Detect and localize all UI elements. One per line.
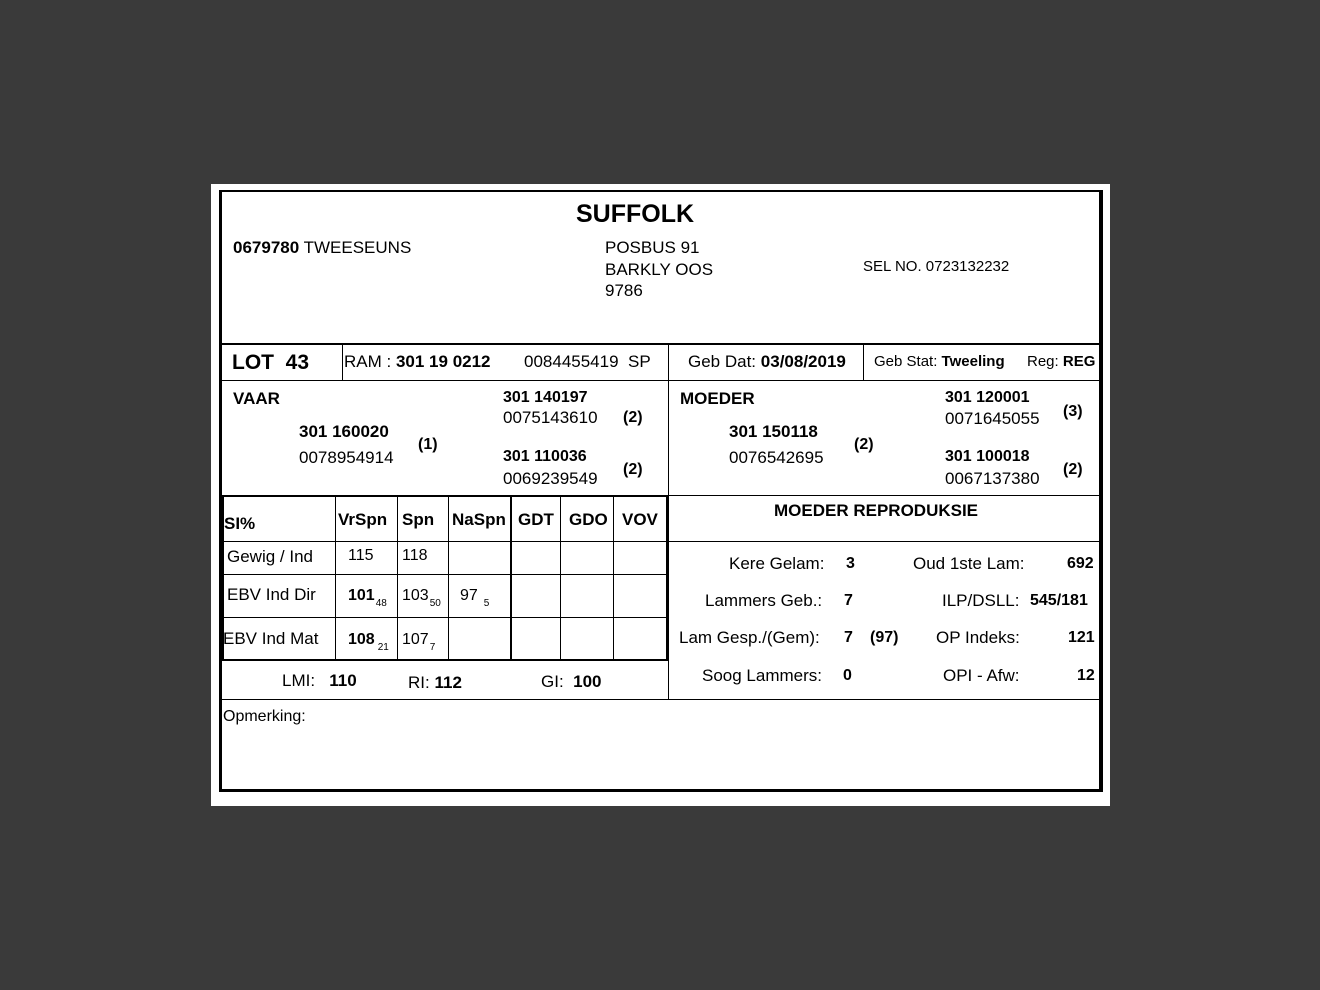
table-cell: [460, 587, 490, 609]
ram-code: SP: [628, 352, 651, 371]
ram-label: RAM :: [344, 352, 392, 371]
table-cell-value: 103: [402, 587, 429, 604]
divider: [222, 380, 1099, 381]
table-line: [397, 497, 398, 659]
reg-label: Reg:: [1027, 353, 1059, 370]
remarks-label: Opmerking:: [223, 708, 306, 725]
ri: [408, 673, 462, 693]
ram-reg: [524, 352, 651, 372]
table-cell-sub: 21: [377, 642, 389, 653]
table-header-spn: Spn: [402, 510, 435, 529]
repro-label: Lam Gesp./(Gem):: [679, 628, 820, 647]
birth-date-value: 03/08/2019: [760, 352, 846, 371]
birth-status-value: Tweeling: [941, 353, 1005, 370]
table-cell-sub: 5: [483, 598, 490, 609]
sire-dam-id: 301 110036: [503, 448, 587, 465]
gi-label: GI:: [541, 672, 564, 691]
repro-label: Kere Gelam:: [729, 554, 825, 573]
sire-sire-id: 301 140197: [503, 389, 588, 406]
sale-card: [219, 190, 1103, 792]
divider: [668, 345, 669, 380]
table-cell: 118: [402, 547, 428, 564]
divider: [222, 343, 1099, 345]
table-header-naspn: NaSpn: [452, 510, 506, 529]
birth-date-label: Geb Dat:: [688, 352, 757, 371]
table-line: [222, 574, 668, 575]
registration: [1027, 353, 1095, 370]
lot-text: LOT: [232, 351, 274, 374]
dam-score: (2): [854, 436, 874, 453]
repro-value: 545/181: [1030, 592, 1088, 609]
table-header-vrspn: VrSpn: [338, 510, 388, 529]
owner-name: TWEESEUNS: [303, 238, 412, 257]
ri-value: 112: [434, 673, 462, 692]
ram-reg-no: 0084455419: [524, 352, 619, 371]
sire-dam-number: 0069239549: [503, 469, 598, 488]
sire-heading: VAAR: [233, 389, 280, 408]
gi-value: 100: [573, 672, 602, 691]
repro-label: OP Indeks:: [936, 628, 1020, 647]
dam-dam-id: 301 100018: [945, 448, 1030, 465]
ram-info: [344, 352, 491, 372]
table-cell-value: 107: [402, 631, 429, 648]
ram-id: 301 19 0212: [395, 352, 491, 371]
reg-value: REG: [1062, 353, 1096, 370]
table-row-label: EBV Ind Dir: [227, 585, 316, 604]
table-border: [666, 495, 668, 661]
repro-value: 12: [1077, 667, 1095, 684]
address-line-2: BARKLY OOS: [605, 260, 714, 279]
address-line-1: POSBUS 91: [605, 238, 700, 257]
table-cell: [402, 631, 436, 653]
dam-sire-id: 301 120001: [945, 389, 1030, 406]
divider: [668, 541, 1099, 542]
lmi-label: LMI:: [282, 671, 316, 690]
sire-id: 301 160020: [299, 422, 389, 441]
divider: [222, 699, 1099, 700]
dam-sire-number: 0071645055: [945, 409, 1040, 428]
table-cell: [348, 587, 387, 609]
sire-sire-score: (2): [623, 409, 643, 426]
owner-code: 0679780: [233, 238, 300, 257]
table-cell-sub: 48: [375, 598, 387, 609]
dam-heading: MOEDER: [680, 389, 755, 408]
breed-title: SUFFOLK: [576, 200, 695, 228]
repro-value: (97): [870, 629, 899, 646]
table-cell-value: 97: [460, 587, 478, 604]
birth-date: [688, 352, 846, 372]
gi: [541, 672, 602, 692]
owner-line: [233, 238, 411, 258]
table-header-si: SI%: [224, 514, 256, 533]
address-line-3: 9786: [605, 281, 643, 300]
table-cell-sub: 7: [429, 642, 436, 653]
divider: [342, 345, 343, 380]
birth-status-label: Geb Stat:: [874, 353, 938, 370]
table-border: [222, 495, 668, 497]
lot-number: 43: [285, 351, 310, 374]
table-header-gdt: GDT: [518, 510, 554, 529]
table-cell-value: 108: [348, 631, 375, 648]
dam-dam-number: 0067137380: [945, 469, 1040, 488]
table-cell-value: 101: [348, 587, 375, 604]
table-line: [613, 497, 614, 659]
sire-dam-score: (2): [623, 461, 643, 478]
table-line: [222, 617, 668, 618]
sire-number: 0078954914: [299, 448, 394, 467]
table-border: [222, 659, 668, 661]
lot-label: [232, 351, 309, 375]
table-line: [335, 497, 336, 659]
phone-number: SEL NO. 0723132232: [863, 258, 1010, 275]
lmi-value: 110: [329, 671, 357, 690]
ri-label: RI:: [408, 673, 430, 692]
repro-value: 7: [844, 629, 853, 646]
repro-value: 3: [846, 555, 855, 572]
repro-label: Oud 1ste Lam:: [913, 554, 1025, 573]
sire-score: (1): [418, 436, 438, 453]
repro-value: 121: [1068, 629, 1095, 646]
table-cell: [348, 631, 389, 653]
sire-sire-number: 0075143610: [503, 408, 598, 427]
repro-label: Soog Lammers:: [702, 666, 822, 685]
dam-number: 0076542695: [729, 448, 824, 467]
repro-value: 7: [844, 592, 853, 609]
repro-heading: MOEDER REPRODUKSIE: [774, 501, 979, 520]
table-row-label: EBV Ind Mat: [223, 629, 319, 648]
divider: [863, 345, 864, 380]
dam-id: 301 150118: [729, 422, 818, 441]
repro-label: ILP/DSLL:: [942, 591, 1020, 610]
table-cell-sub: 50: [429, 598, 441, 609]
table-line: [448, 497, 449, 659]
repro-value: 692: [1067, 555, 1094, 572]
repro-label: OPI - Afw:: [943, 666, 1020, 685]
table-line: [560, 497, 561, 659]
table-row-label: Gewig / Ind: [227, 547, 313, 566]
dam-dam-score: (2): [1063, 461, 1083, 478]
table-cell: 115: [348, 547, 374, 564]
table-border: [510, 497, 512, 659]
dam-sire-score: (3): [1063, 403, 1083, 420]
table-header-gdo: GDO: [569, 510, 608, 529]
lmi: [282, 671, 357, 691]
table-cell: [402, 587, 441, 609]
divider: [668, 380, 669, 699]
table-header-vov: VOV: [622, 510, 658, 529]
repro-value: 0: [843, 667, 852, 684]
table-line: [222, 541, 668, 542]
repro-label: Lammers Geb.:: [705, 591, 823, 610]
birth-status: [874, 353, 1005, 370]
